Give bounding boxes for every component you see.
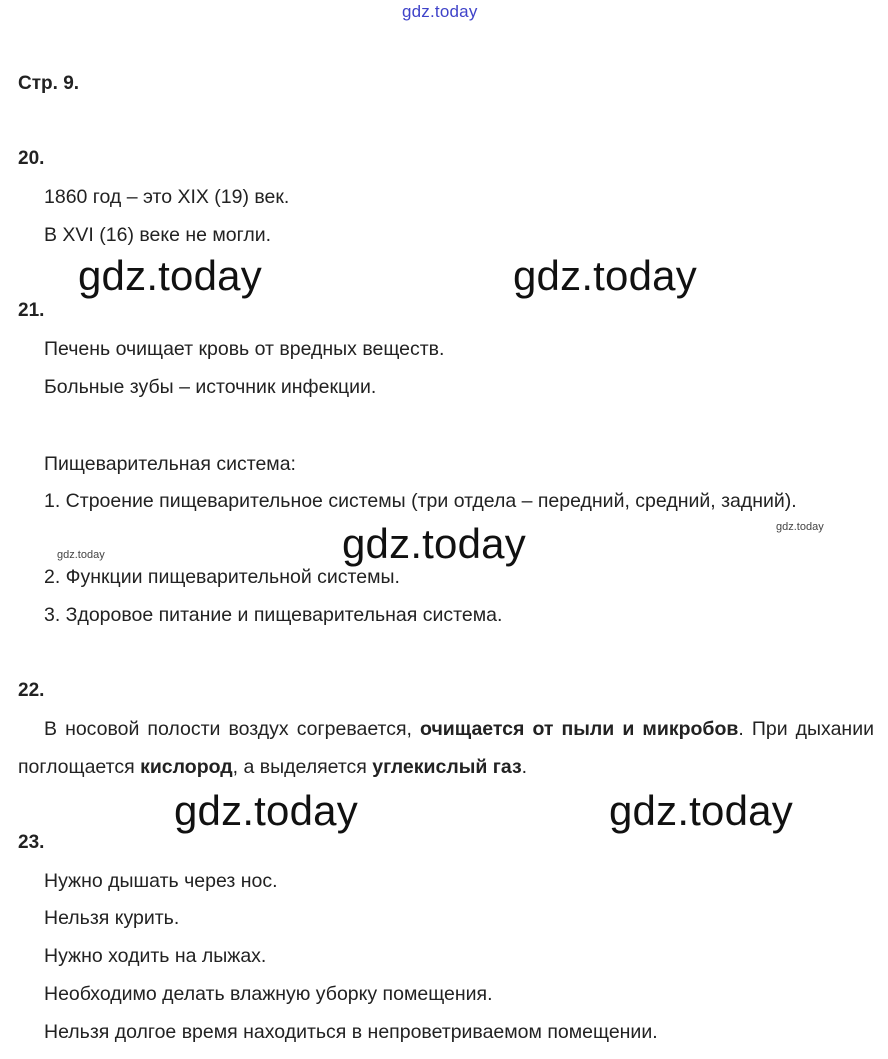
watermark-big-3: gdz.today bbox=[342, 520, 526, 567]
task-20-line-1: 1860 год – это XIX (19) век. bbox=[44, 186, 290, 208]
task-22-text-1: В носовой полости воздух согревается, bbox=[44, 718, 421, 740]
task-21-line-1: Печень очищает кровь от вредных веществ. bbox=[44, 338, 445, 360]
task-22-bold-2: кислород bbox=[140, 756, 233, 778]
task-23-line-5: Нельзя долгое время находиться в непроветриваемом помещении. bbox=[44, 1021, 658, 1043]
watermark-top: gdz.today bbox=[402, 2, 478, 21]
task-23-line-2: Нельзя курить. bbox=[44, 907, 180, 929]
task-21-line-2: Больные зубы – источник инфекции. bbox=[44, 376, 377, 398]
task-22-text-3: , а выделяется bbox=[232, 756, 373, 778]
task-21-plan-item-1: 1. Строение пищеварительное системы (три отдела – передний, средний, задний). bbox=[44, 490, 797, 512]
task-22-text-2: . При дыхании поглощается bbox=[18, 718, 874, 778]
watermark-big-2: gdz.today bbox=[513, 252, 697, 299]
task-23-line-1: Нужно дышать через нос. bbox=[44, 870, 278, 892]
task-21-plan-item-3: 3. Здоровое питание и пищеварительная система. bbox=[44, 604, 503, 626]
task-21-number: 21. bbox=[18, 300, 45, 321]
task-22-text-4: . bbox=[521, 756, 528, 778]
task-20-line-2: В XVI (16) веке не могли. bbox=[44, 224, 272, 246]
task-22-bold-1: очищается от пыли и микробов bbox=[420, 718, 739, 740]
task-21-plan-heading: Пищеварительная система: bbox=[44, 453, 296, 475]
watermark-big-4: gdz.today bbox=[174, 787, 358, 834]
task-22-paragraph bbox=[18, 710, 874, 786]
watermark-small-1: gdz.today bbox=[776, 521, 824, 533]
watermark-small-2: gdz.today bbox=[57, 549, 105, 561]
task-21-plan-item-2: 2. Функции пищеварительной системы. bbox=[44, 566, 400, 588]
task-23-line-3: Нужно ходить на лыжах. bbox=[44, 945, 267, 967]
watermark-big-5: gdz.today bbox=[609, 787, 793, 834]
task-23-line-4: Необходимо делать влажную уборку помещения. bbox=[44, 983, 493, 1005]
task-22-number: 22. bbox=[18, 680, 45, 701]
page-label: Стр. 9. bbox=[18, 73, 80, 94]
task-22-bold-3: углекислый газ bbox=[372, 756, 522, 778]
task-20-number: 20. bbox=[18, 148, 45, 169]
task-23-number: 23. bbox=[18, 832, 45, 853]
watermark-big-1: gdz.today bbox=[78, 252, 262, 299]
